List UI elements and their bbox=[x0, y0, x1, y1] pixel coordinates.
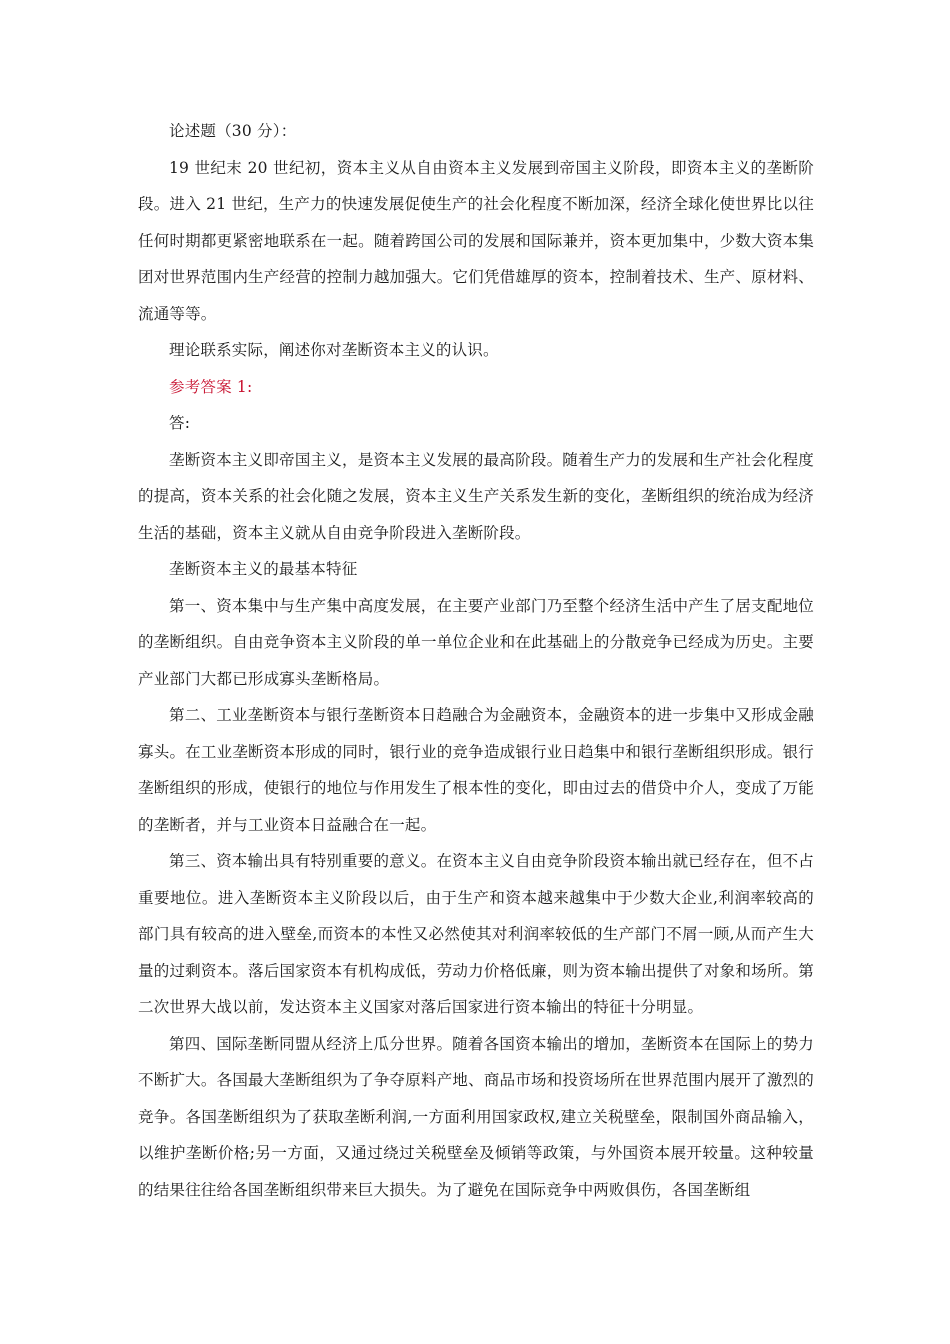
question-body: 19 世纪末 20 世纪初，资本主义从自由资本主义发展到帝国主义阶段，即资本主义的垄断阶段。进入 21 世纪，生产力的快速发展促使生产的社会化程度不断加深，经济全球化使世界比以往任何时期都更紧密地联系在一起。随着跨国公司的发展和国际兼并，资本更加集中，少数大资本集团对世界范围内生产经营的控制力越加强大。它们凭借雄厚的资本，控制着技术、生产、原材料、流通等等。 bbox=[138, 158, 814, 323]
answer-intro: 垄断资本主义即帝国主义，是资本主义发展的最高阶段。随着生产力的发展和生产社会化程度的提高，资本关系的社会化随之发展，资本主义生产关系发生新的变化，垄断组织的统治成为经济生活的基础，资本主义就从自由竞争阶段进入垄断阶段。 bbox=[138, 450, 814, 542]
feature-1: 第一、资本集中与生产集中高度发展，在主要产业部门乃至整个经济生活中产生了居支配地位的垄断组织。自由竞争资本主义阶段的单一单位企业和在此基础上的分散竞争已经成为历史。主要产业部门大都已形成寡头垄断格局。 bbox=[138, 596, 814, 688]
features-title: 垄断资本主义的最基本特征 bbox=[169, 560, 358, 578]
question-prompt: 理论联系实际，阐述你对垄断资本主义的认识。 bbox=[169, 341, 499, 359]
answer-label: 答: bbox=[169, 414, 191, 432]
question-title: 论述题（30 分）： bbox=[169, 122, 297, 140]
feature-3: 第三、资本输出具有特别重要的意义。在资本主义自由竞争阶段资本输出就已经存在，但不占重要地位。进入垄断资本主义阶段以后，由于生产和资本越来越集中于少数大企业,利润率较高的部门具有较高的进入壁垒,而资本的本性又必然使其对利润率较低的生产部门不屑一顾,从而产生大量的过剩资本。落后国家资本有机构成低，劳动力价格低廉，则为资本输出提供了对象和场所。第二次世界大战以前，发达资本主义国家对落后国家进行资本输出的特征十分明显。 bbox=[138, 852, 814, 1016]
answer-heading: 参考答案 1: bbox=[169, 377, 253, 396]
feature-2: 第二、工业垄断资本与银行垄断资本日趋融合为金融资本，金融资本的进一步集中又形成金融寡头。在工业垄断资本形成的同时，银行业的竞争造成银行业日趋集中和银行垄断组织形成。银行垄断组织的形成，使银行的地位与作用发生了根本性的变化，即由过去的借贷中介人，变成了万能的垄断者，并与工业资本日益融合在一起。 bbox=[138, 706, 814, 834]
document-page bbox=[138, 113, 814, 1208]
feature-4: 第四、国际垄断同盟从经济上瓜分世界。随着各国资本输出的增加，垄断资本在国际上的势力不断扩大。各国最大垄断组织为了争夺原料产地、商品市场和投资场所在世界范围内展开了激烈的竞争。各国垄断组织为了获取垄断利润,一方面利用国家政权,建立关税壁垒，限制国外商品输入，以维护垄断价格;另一方面，又通过绕过关税壁垒及倾销等政策，与外国资本展开较量。这种较量的结果往往给各国垄断组织带来巨大损失。为了避免在国际竞争中两败俱伤，各国垄断组 bbox=[138, 1034, 814, 1199]
